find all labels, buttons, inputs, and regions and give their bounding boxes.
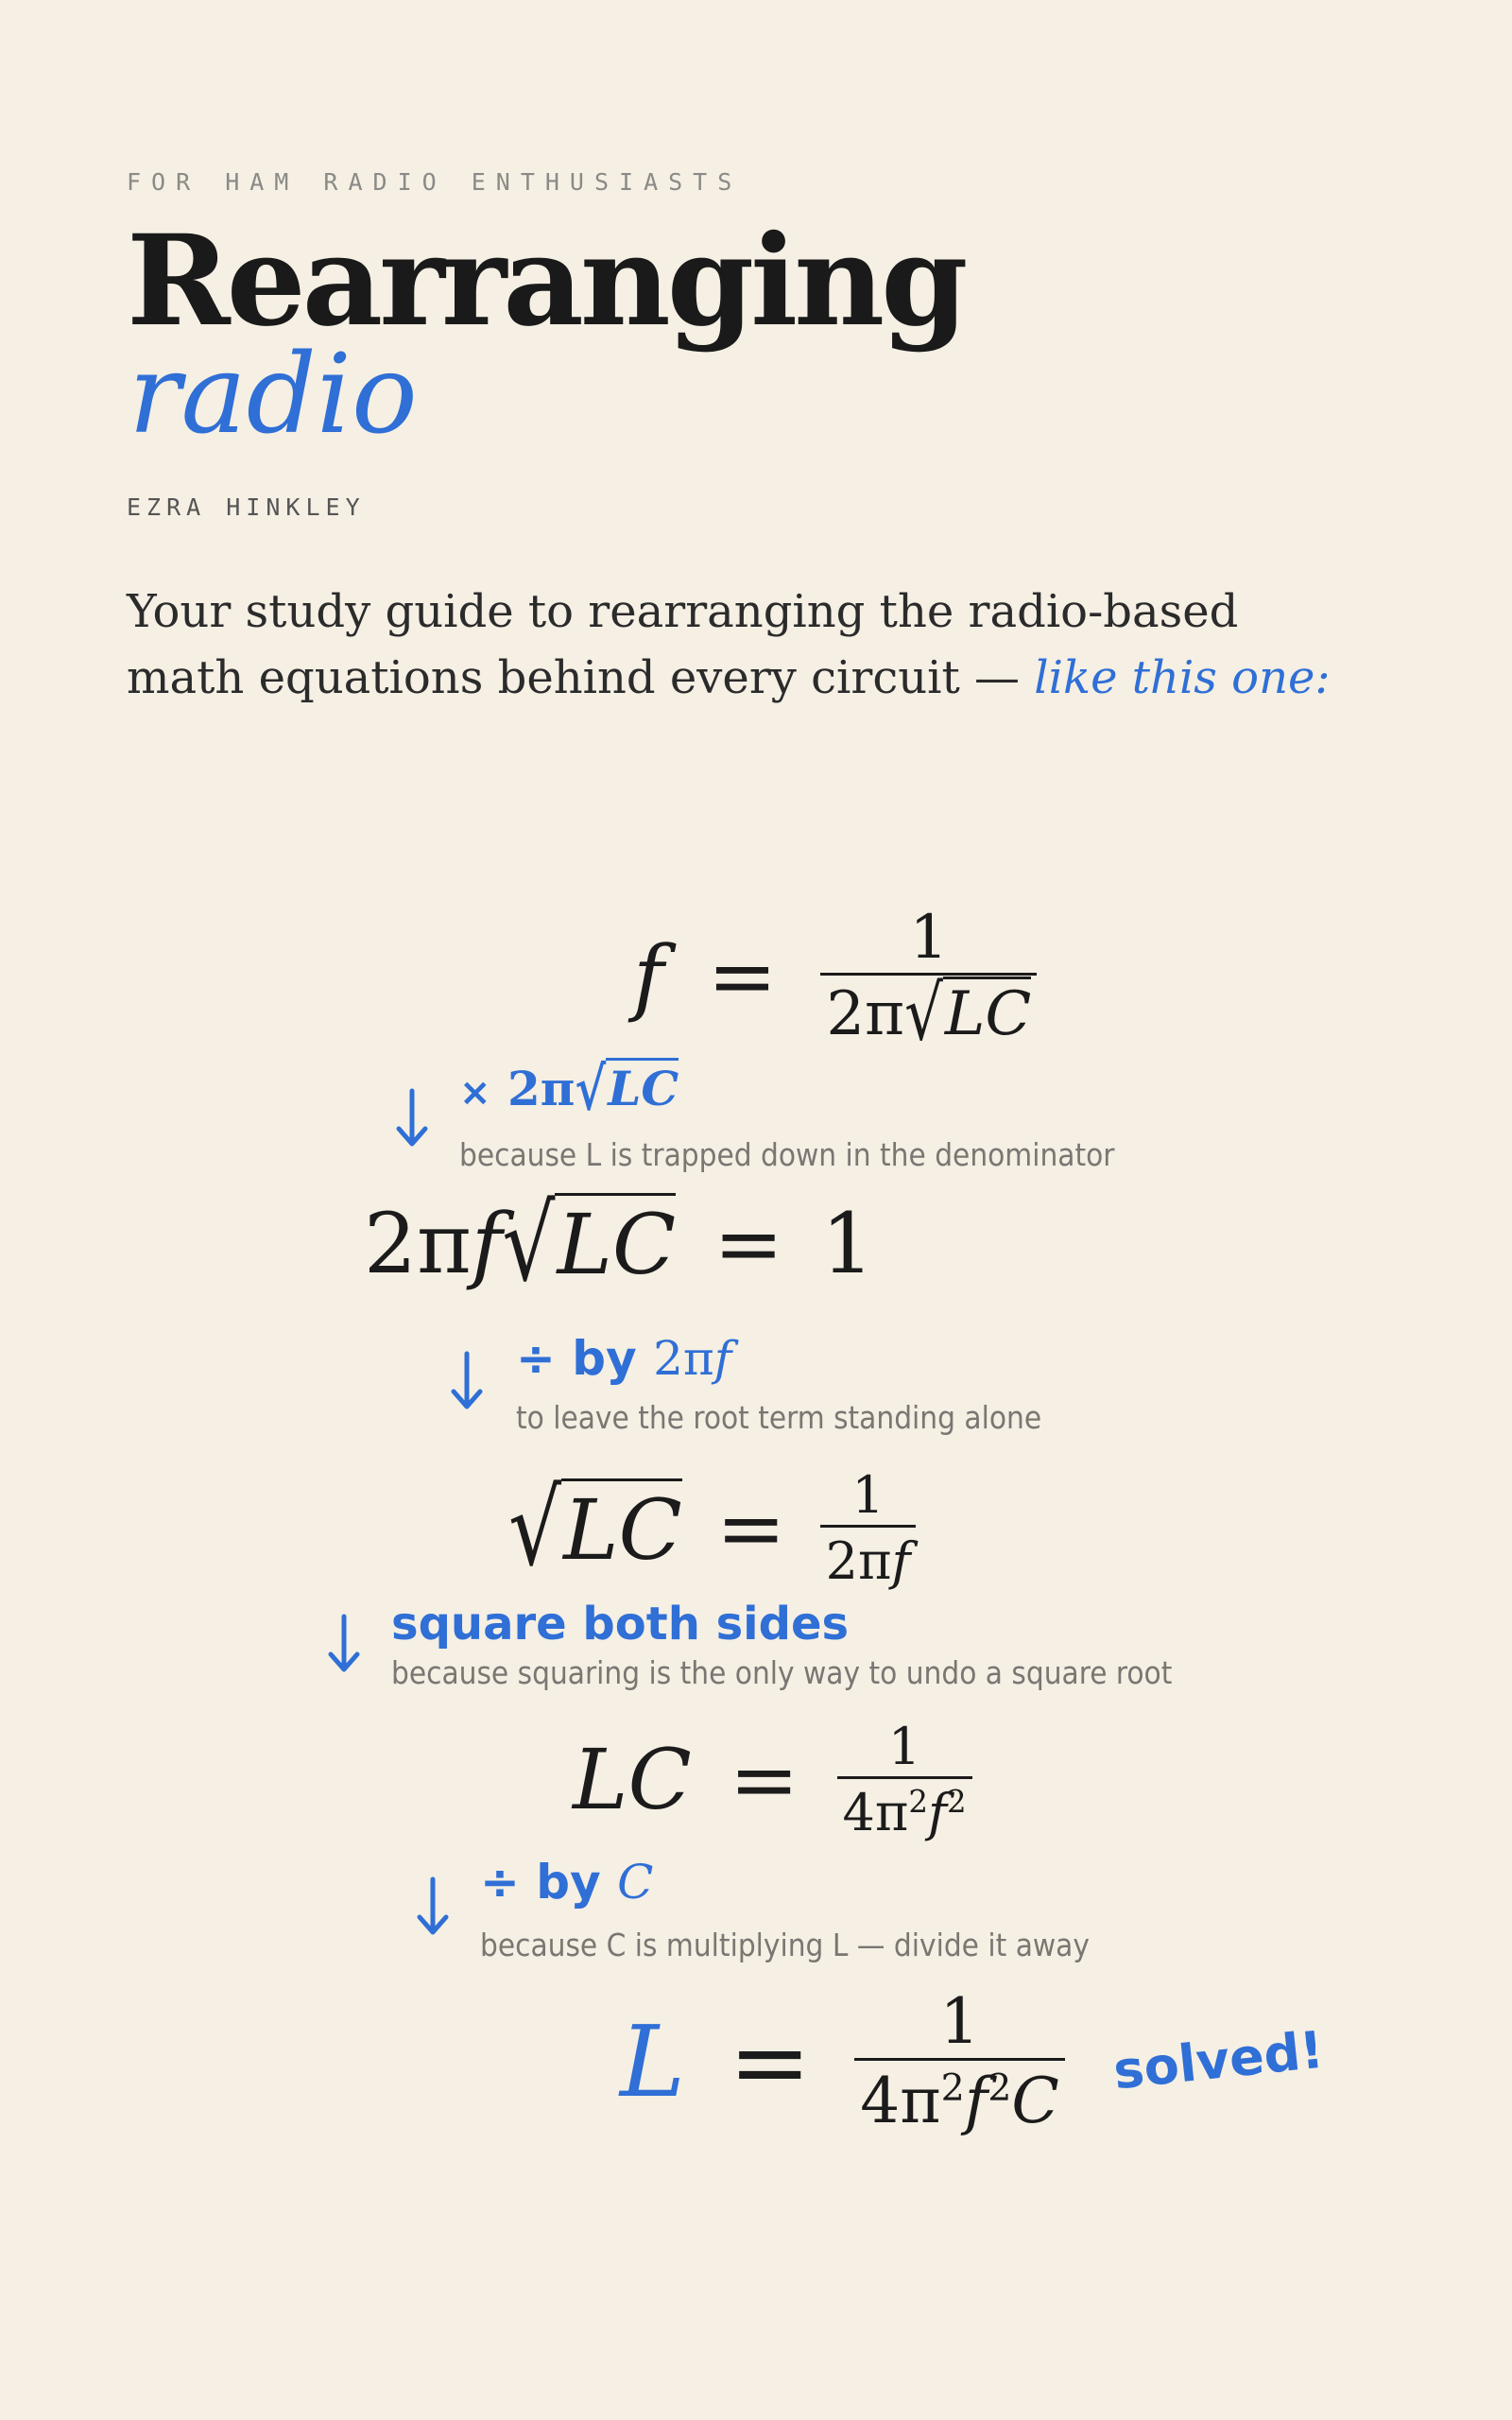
equation-final: L = $\frac{1}{4\pi^2f^2C}$ xyxy=(620,1985,1065,2137)
equation-4: LC = $\frac{1}{4\pi^2f^2}$ xyxy=(573,1717,972,1842)
equation-3: √ LC = $\frac{1}{2\pi f}$ xyxy=(508,1465,916,1591)
arrow-down-icon xyxy=(450,1350,484,1410)
step-2-reason: to leave the root term standing alone xyxy=(516,1399,1042,1436)
step-2-operation: ÷ by 2πf xyxy=(516,1331,732,1386)
solved-tag: solved! xyxy=(1110,2019,1327,2101)
equation-2: 2π f √ LC = 1 xyxy=(364,1182,874,1305)
author: EZRA HINKLEY xyxy=(127,493,366,521)
intro-paragraph xyxy=(127,579,1355,711)
page-subtitle: radio xyxy=(129,331,418,458)
eyebrow: FOR HAM RADIO ENTHUSIASTS xyxy=(127,168,743,196)
step-3-reason: because squaring is the only way to undo a square root xyxy=(391,1654,1173,1691)
step-4-reason: because C is multiplying L — divide it away xyxy=(480,1927,1090,1963)
step-1-operation: × 2π√LC xyxy=(459,1053,679,1124)
step-1-reason: because L is trapped down in the denominator xyxy=(459,1136,1115,1173)
intro-highlight: like this one: xyxy=(1034,651,1331,704)
arrow-down-icon xyxy=(395,1087,429,1148)
arrow-down-icon xyxy=(416,1876,450,1936)
intro-text: Your study guide to rearranging the radio-based math equations behind every circuit — xyxy=(127,585,1239,704)
equation-1: f = $\frac{1}{2\pi√LC}$ xyxy=(633,903,1037,1049)
step-3-operation: square both sides xyxy=(391,1598,850,1651)
page-title: Rearranging xyxy=(127,208,965,354)
arrow-down-icon xyxy=(327,1613,361,1673)
step-4-operation: ÷ by C xyxy=(480,1855,654,1910)
